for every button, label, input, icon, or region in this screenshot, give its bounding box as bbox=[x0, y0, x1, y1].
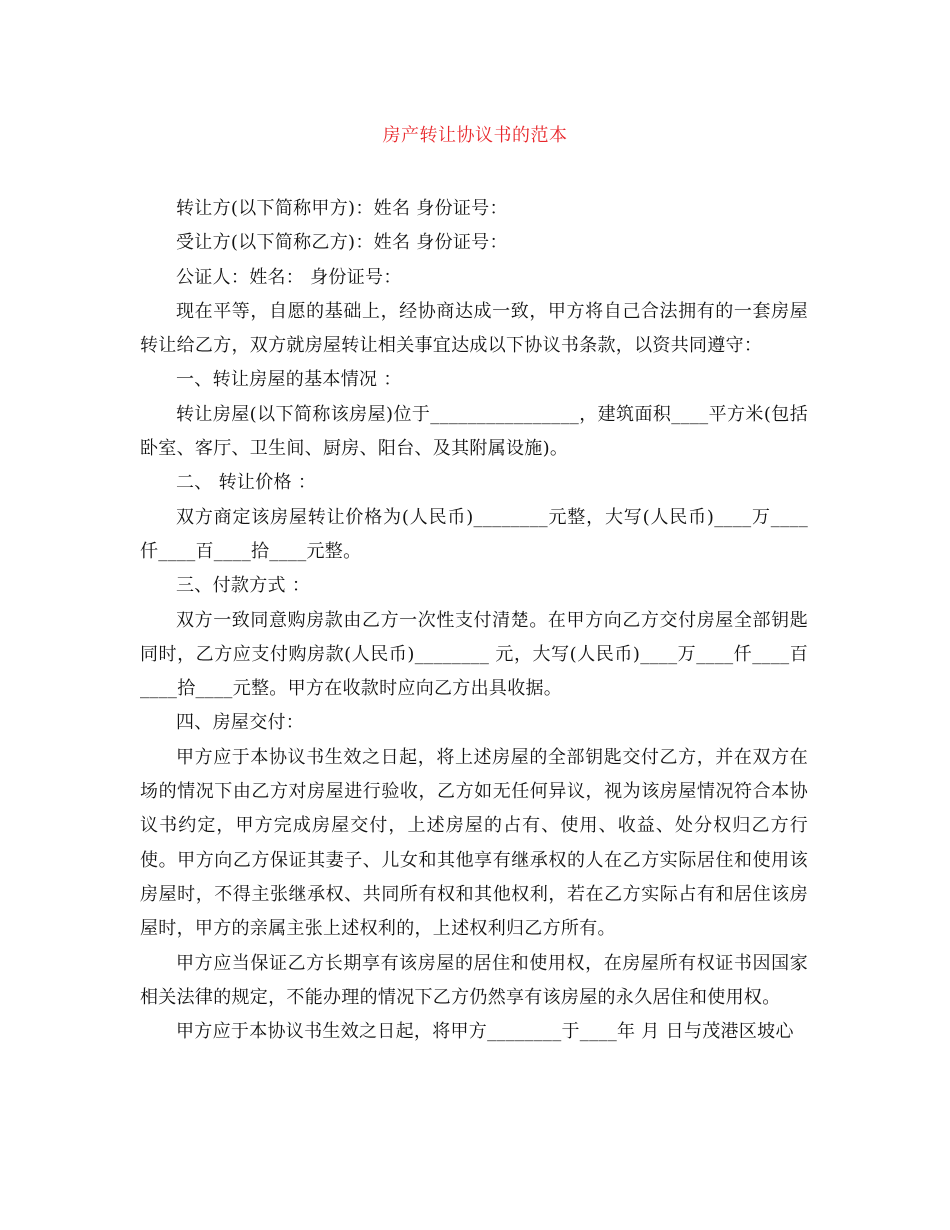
property-location-paragraph: 转让房屋(以下简称该房屋)位于________________，建筑面积____平方米(包括卧室、客厅、卫生间、厨房、阳台、及其附属设施)。 bbox=[140, 403, 808, 460]
preamble-paragraph: 现在平等，自愿的基础上，经协商达成一致，甲方将自己合法拥有的一套房屋转让给乙方，双方就房屋转让相关事宜达成以下协议书条款，以资共同遵守： bbox=[140, 300, 808, 357]
section-heading-basic-info: 一、转让房屋的基本情况 ： bbox=[176, 369, 402, 391]
section-heading-price: 二、 转让价格 ： bbox=[176, 472, 317, 494]
payment-paragraph: 双方一致同意购房款由乙方一次性支付清楚。在甲方向乙方交付房屋全部钥匙同时，乙方应支付购房款(人民币)________ 元，大写(人民币)____万____仟____百____拾____元整。甲方在收款时应向乙方出具收据。 bbox=[140, 609, 808, 700]
section-heading-handover: 四、房屋交付： bbox=[176, 712, 305, 734]
party-transferee-line: 受让方(以下简称乙方)：姓名 身份证号： bbox=[176, 232, 508, 254]
handover-paragraph: 甲方应于本协议书生效之日起，将上述房屋的全部钥匙交付乙方，并在双方在场的情况下由乙方对房屋进行验收，乙方如无任何异议，视为该房屋情况符合本协议书约定，甲方完成房屋交付，上述房屋的占有、使用、收益、处分权归乙方行使。甲方向乙方保证其妻子、儿女和其他享有继承权的人在乙方实际居住和使用该房屋时，不得主张继承权、共同所有权和其他权利，若在乙方实际占有和居住该房屋时，甲方的亲属主张上述权利的，上述权利归乙方所有。 bbox=[140, 746, 808, 940]
section-heading-payment: 三、付款方式 ： bbox=[176, 575, 311, 597]
final-partial-paragraph: 甲方应于本协议书生效之日起，将甲方________于____年 月 日与茂港区坡心 bbox=[176, 1021, 794, 1043]
document-title: 房产转让协议书的范本 bbox=[382, 125, 568, 146]
residence-right-paragraph: 甲方应当保证乙方长期享有该房屋的居住和使用权，在房屋所有权证书因国家相关法律的规定，不能办理的情况下乙方仍然享有该房屋的永久居住和使用权。 bbox=[140, 952, 808, 1008]
document-body bbox=[140, 192, 808, 1049]
notary-line: 公证人：姓名： 身份证号： bbox=[176, 266, 402, 288]
party-transferor-line: 转让方(以下简称甲方)：姓名 身份证号： bbox=[176, 198, 508, 219]
price-paragraph: 双方商定该房屋转让价格为(人民币)________元整，大写(人民币)____万____仟____百____拾____元整。 bbox=[140, 506, 808, 562]
